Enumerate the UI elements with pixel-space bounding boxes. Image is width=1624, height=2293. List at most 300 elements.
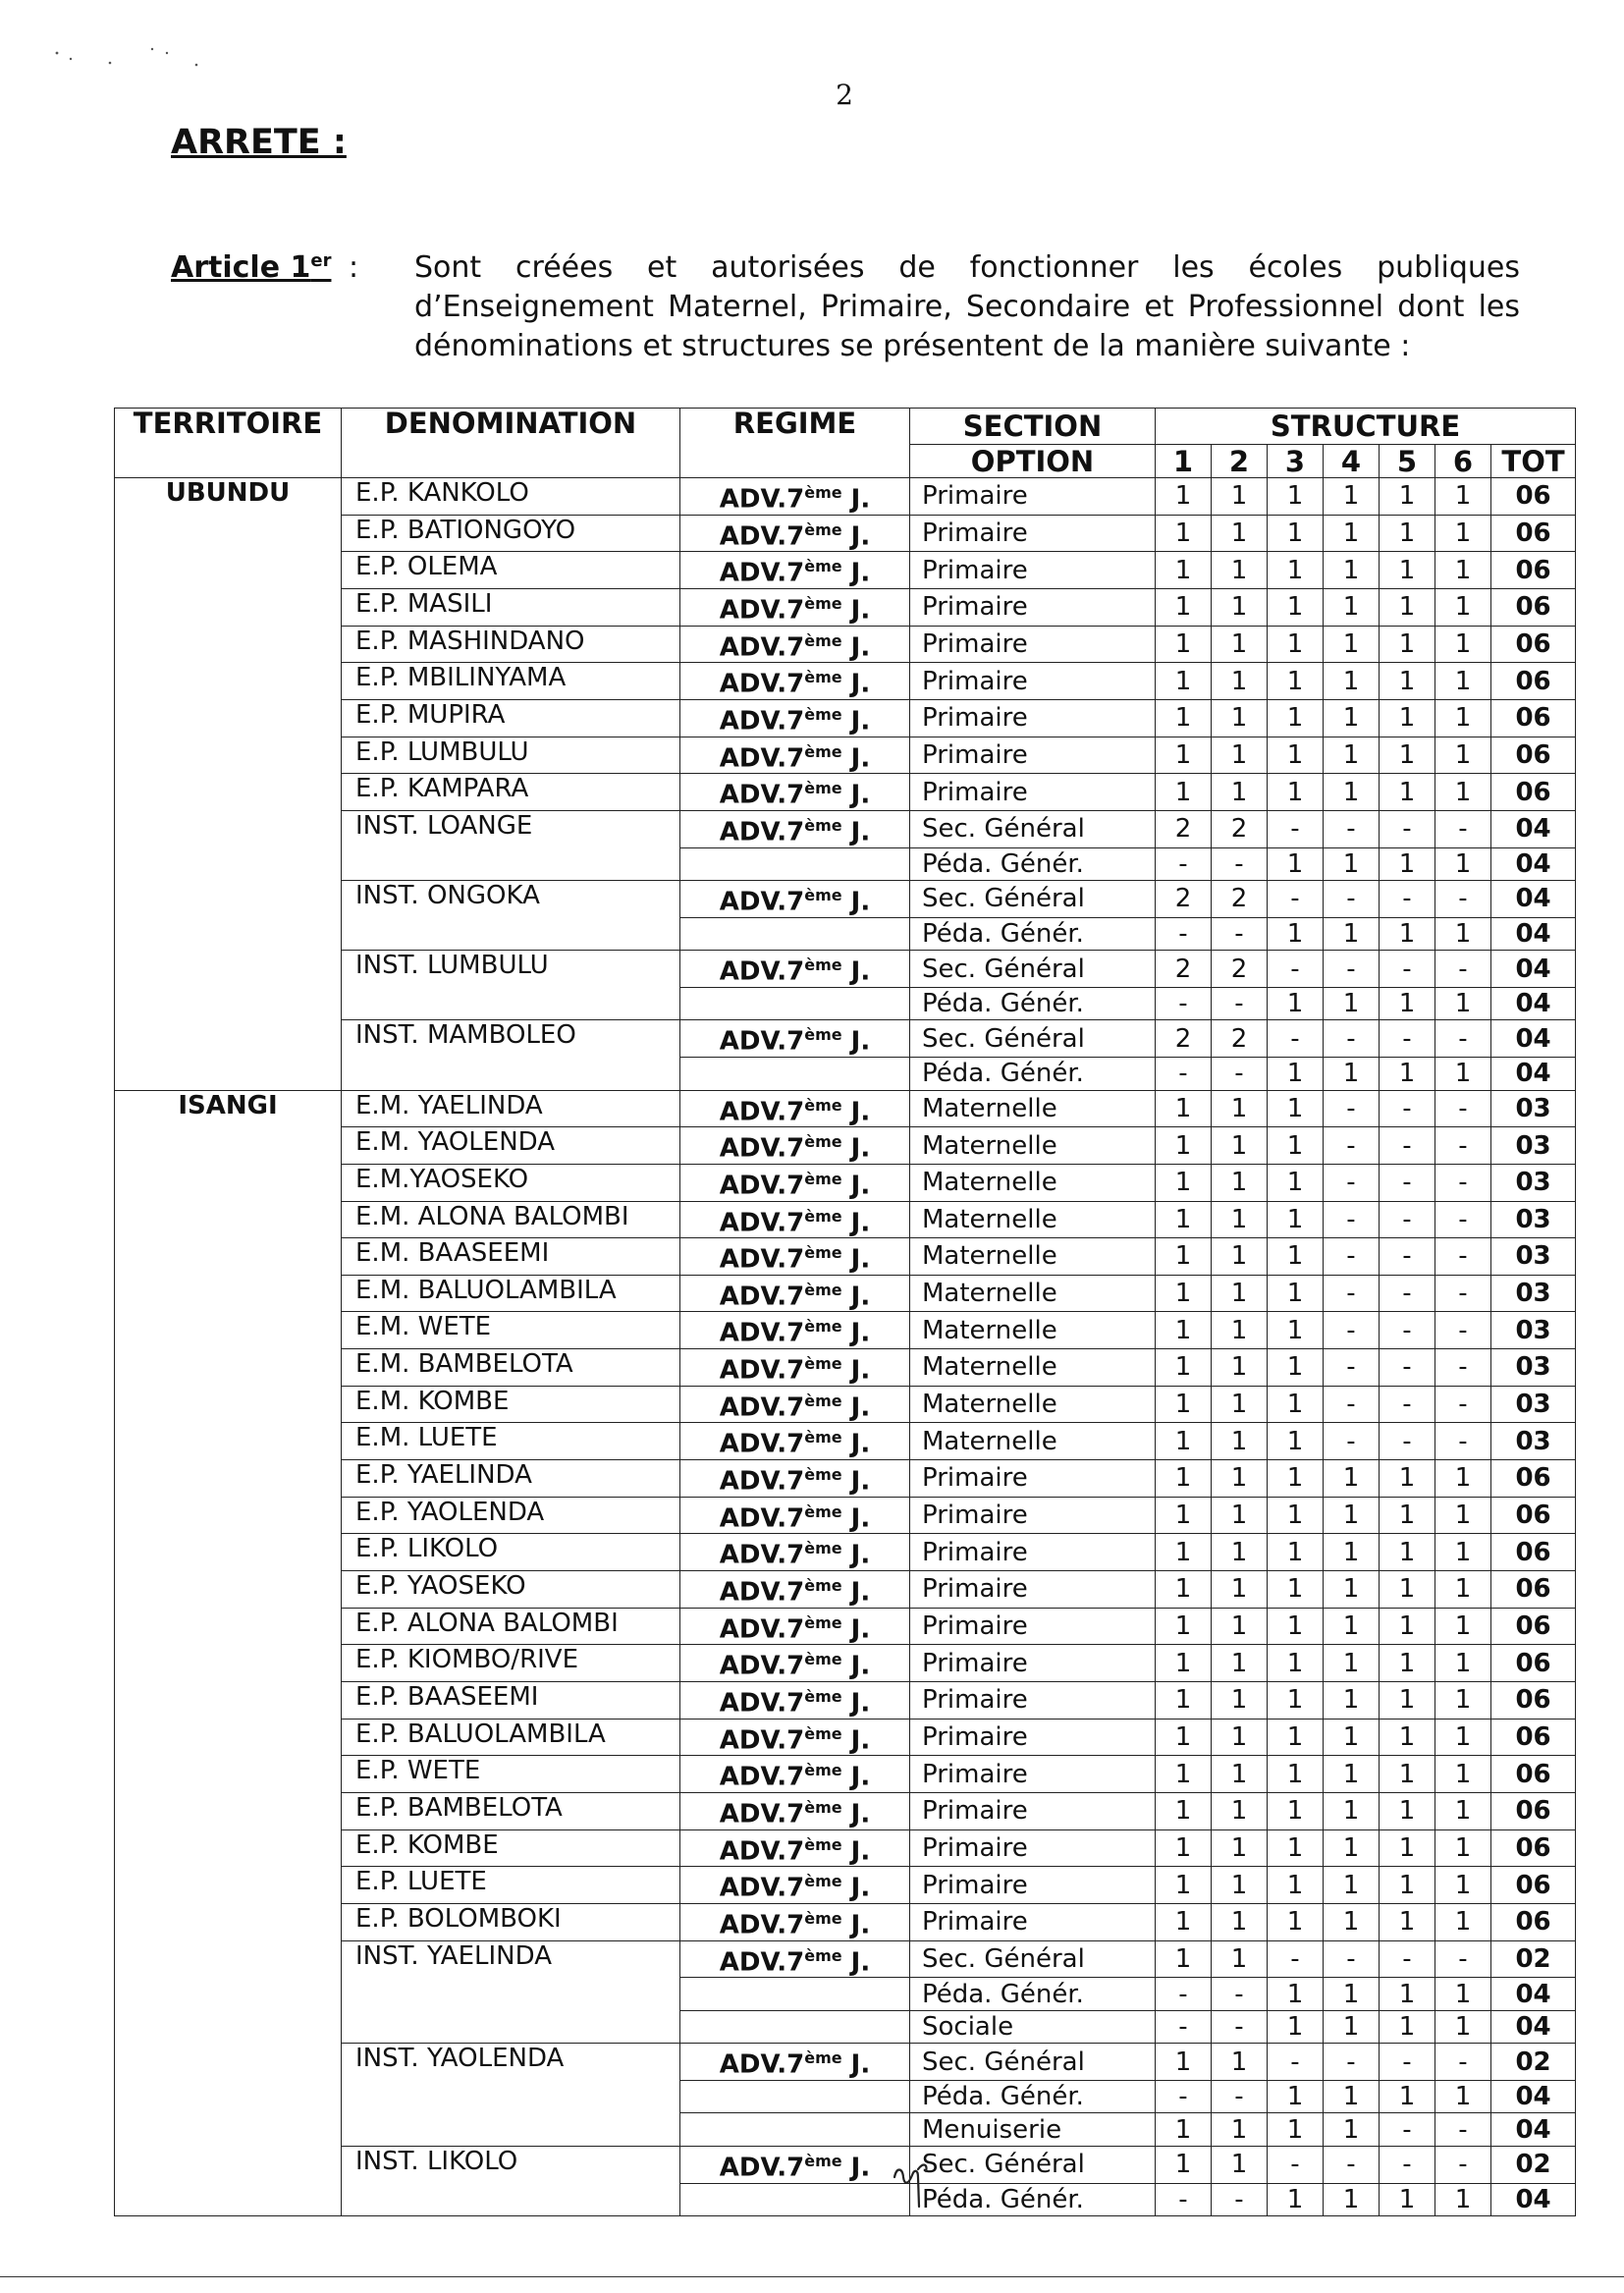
regime-cell: [680, 881, 910, 918]
structure-cell-2: 2: [1212, 1020, 1268, 1058]
regime-suffix: J.: [841, 780, 871, 810]
section-option-cell: Péda. Génér.: [910, 847, 1156, 881]
section-option-cell: Primaire: [910, 1460, 1156, 1498]
denomination-cell: E.P. LUMBULU: [342, 737, 680, 774]
regime-sup: ème: [804, 557, 842, 576]
structure-total-cell: 04: [1491, 1020, 1576, 1058]
regime-suffix: J.: [841, 1208, 871, 1238]
structure-cell-2: 1: [1212, 699, 1268, 737]
structure-cell-2: 2: [1212, 951, 1268, 988]
regime-suffix: J.: [841, 558, 871, 588]
regime-suffix: J.: [841, 1503, 871, 1534]
structure-cell-1: 1: [1156, 1386, 1212, 1423]
structure-cell-1: 1: [1156, 1903, 1212, 1940]
regime-cell: [680, 2080, 910, 2113]
regime-sup: ème: [804, 1391, 842, 1410]
structure-cell-5: -: [1380, 1201, 1435, 1238]
structure-cell-1: 1: [1156, 1127, 1212, 1165]
structure-cell-2: 1: [1212, 626, 1268, 663]
structure-total-cell: 04: [1491, 881, 1576, 918]
structure-cell-3: 1: [1268, 1903, 1324, 1940]
regime-suffix: J.: [841, 887, 871, 917]
structure-cell-1: 1: [1156, 699, 1212, 737]
structure-cell-4: 1: [1324, 917, 1380, 951]
regime-text: ADV.7: [719, 1614, 805, 1645]
regime-sup: ème: [804, 593, 842, 613]
structure-cell-6: 1: [1435, 552, 1491, 589]
structure-cell-2: 1: [1212, 1497, 1268, 1534]
regime-cell: [680, 1756, 910, 1793]
structure-cell-5: 1: [1380, 1829, 1435, 1867]
structure-cell-6: -: [1435, 1238, 1491, 1276]
structure-cell-4: 1: [1324, 1903, 1380, 1940]
regime-cell: [680, 987, 910, 1020]
structure-cell-6: 1: [1435, 515, 1491, 552]
structure-cell-2: 1: [1212, 1645, 1268, 1682]
structure-cell-4: -: [1324, 1238, 1380, 1276]
structure-cell-3: 1: [1268, 1682, 1324, 1720]
structure-total-cell: 04: [1491, 847, 1576, 881]
header-col-3: 3: [1268, 445, 1324, 478]
structure-cell-6: 1: [1435, 1978, 1491, 2011]
structure-total-cell: 06: [1491, 478, 1576, 516]
structure-cell-4: 1: [1324, 1756, 1380, 1793]
header-regime: REGIME: [680, 409, 910, 478]
structure-cell-1: 2: [1156, 951, 1212, 988]
regime-sup: ème: [804, 1095, 842, 1115]
structure-cell-6: 1: [1435, 1682, 1491, 1720]
regime-cell: [680, 699, 910, 737]
structure-total-cell: 04: [1491, 1058, 1576, 1091]
structure-cell-4: -: [1324, 1386, 1380, 1423]
denomination-cell: INST. YAOLENDA: [342, 2044, 680, 2147]
article-text: Sont créées et autorisées de fonctionner les écoles publiques d’Enseignement Maternel, Primaire, Secondaire et Professionnel dont les dénominations et structures se présentent de la manière suivante :: [414, 250, 1520, 363]
header-section: SECTION: [910, 409, 1156, 445]
structure-cell-5: -: [1380, 1127, 1435, 1165]
regime-cell: [680, 810, 910, 847]
structure-cell-4: -: [1324, 1090, 1380, 1127]
structure-cell-6: -: [1435, 951, 1491, 988]
section-option-cell: Maternelle: [910, 1238, 1156, 1276]
regime-sup: ème: [804, 1132, 842, 1152]
structure-cell-3: 1: [1268, 1349, 1324, 1387]
section-option-cell: Sec. Général: [910, 810, 1156, 847]
section-option-cell: Péda. Génér.: [910, 1978, 1156, 2011]
regime-text: ADV.7: [719, 1688, 805, 1719]
denomination-cell: INST. YAELINDA: [342, 1940, 680, 2044]
structure-cell-1: 2: [1156, 881, 1212, 918]
denomination-cell: INST. LOANGE: [342, 810, 680, 880]
structure-cell-3: -: [1268, 1020, 1324, 1058]
regime-sup: ème: [804, 1243, 842, 1263]
structure-cell-2: 1: [1212, 737, 1268, 774]
structure-cell-2: 1: [1212, 1238, 1268, 1276]
structure-total-cell: 06: [1491, 737, 1576, 774]
regime-suffix: J.: [841, 521, 871, 552]
section-option-cell: Primaire: [910, 1682, 1156, 1720]
structure-cell-4: 1: [1324, 2113, 1380, 2147]
regime-cell: [680, 1312, 910, 1349]
denomination-cell: E.P. BAMBELOTA: [342, 1793, 680, 1830]
structure-cell-4: -: [1324, 951, 1380, 988]
regime-suffix: J.: [841, 817, 871, 847]
structure-cell-3: -: [1268, 2146, 1324, 2183]
header-territoire: TERRITOIRE: [115, 409, 342, 478]
regime-text: ADV.7: [719, 1208, 805, 1238]
structure-cell-3: 1: [1268, 1275, 1324, 1312]
section-option-cell: Primaire: [910, 552, 1156, 589]
regime-text: ADV.7: [719, 1355, 805, 1386]
structure-cell-4: 1: [1324, 1793, 1380, 1830]
table-row: [115, 478, 1576, 516]
structure-cell-1: 1: [1156, 663, 1212, 700]
regime-text: ADV.7: [719, 484, 805, 515]
section-option-cell: Péda. Génér.: [910, 917, 1156, 951]
section-option-cell: Péda. Génér.: [910, 2080, 1156, 2113]
structure-cell-1: 1: [1156, 1497, 1212, 1534]
denomination-cell: E.P. BATIONGOYO: [342, 515, 680, 552]
regime-cell: [680, 478, 910, 516]
structure-cell-2: -: [1212, 1978, 1268, 2011]
structure-total-cell: 04: [1491, 917, 1576, 951]
structure-cell-1: 1: [1156, 1867, 1212, 1904]
section-option-cell: Menuiserie: [910, 2113, 1156, 2147]
header-col-2: 2: [1212, 445, 1268, 478]
regime-sup: ème: [804, 519, 842, 539]
structure-cell-6: 1: [1435, 1867, 1491, 1904]
regime-sup: ème: [804, 2151, 842, 2170]
structure-cell-5: 1: [1380, 737, 1435, 774]
structure-cell-3: 1: [1268, 2010, 1324, 2044]
regime-text: ADV.7: [719, 706, 805, 737]
regime-text: ADV.7: [719, 1541, 805, 1571]
section-option-cell: Primaire: [910, 1608, 1156, 1645]
section-option-cell: Péda. Génér.: [910, 1058, 1156, 1091]
regime-suffix: J.: [841, 632, 871, 663]
structure-total-cell: 06: [1491, 588, 1576, 626]
structure-cell-5: 1: [1380, 1719, 1435, 1756]
regime-suffix: J.: [841, 1763, 871, 1792]
structure-cell-2: 1: [1212, 1349, 1268, 1387]
structure-cell-6: -: [1435, 1020, 1491, 1058]
structure-cell-4: 1: [1324, 1497, 1380, 1534]
regime-sup: ème: [804, 1354, 842, 1374]
denomination-cell: E.P. KANKOLO: [342, 478, 680, 516]
section-option-cell: Péda. Génér.: [910, 2183, 1156, 2216]
regime-cell: [680, 552, 910, 589]
structure-cell-6: 1: [1435, 917, 1491, 951]
regime-suffix: J.: [841, 669, 871, 699]
structure-cell-4: 1: [1324, 699, 1380, 737]
section-option-cell: Sec. Général: [910, 1020, 1156, 1058]
regime-text: ADV.7: [719, 2049, 805, 2080]
regime-sup: ème: [804, 1025, 842, 1045]
structure-cell-2: 1: [1212, 478, 1268, 516]
structure-cell-2: -: [1212, 987, 1268, 1020]
section-option-cell: Primaire: [910, 774, 1156, 811]
regime-sup: ème: [804, 1501, 842, 1521]
regime-cell: [680, 1058, 910, 1091]
regime-text: ADV.7: [719, 1763, 805, 1792]
regime-cell: [680, 1238, 910, 1276]
regime-suffix: J.: [841, 1688, 871, 1719]
regime-text: ADV.7: [719, 1392, 805, 1423]
structure-total-cell: 06: [1491, 552, 1576, 589]
structure-cell-2: 1: [1212, 1682, 1268, 1720]
structure-cell-4: 1: [1324, 1460, 1380, 1498]
structure-cell-4: -: [1324, 1020, 1380, 1058]
regime-cell: [680, 1645, 910, 1682]
regime-cell: [680, 2010, 910, 2044]
structure-cell-1: 1: [1156, 1682, 1212, 1720]
structure-cell-1: -: [1156, 917, 1212, 951]
regime-cell: [680, 1682, 910, 1720]
regime-text: ADV.7: [719, 1430, 805, 1460]
structure-cell-3: 1: [1268, 917, 1324, 951]
structure-cell-3: 1: [1268, 847, 1324, 881]
regime-suffix: J.: [841, 1910, 871, 1940]
section-option-cell: Maternelle: [910, 1127, 1156, 1165]
structure-cell-5: -: [1380, 1164, 1435, 1201]
regime-sup: ème: [804, 815, 842, 835]
territoire-cell: ISANGI: [115, 1090, 342, 2216]
structure-cell-4: 1: [1324, 2010, 1380, 2044]
structure-cell-6: -: [1435, 1312, 1491, 1349]
regime-sup: ème: [804, 1539, 842, 1558]
structure-cell-6: 1: [1435, 987, 1491, 1020]
section-option-cell: Maternelle: [910, 1164, 1156, 1201]
structure-cell-6: 1: [1435, 2183, 1491, 2216]
structure-cell-5: 1: [1380, 1867, 1435, 1904]
structure-cell-4: 1: [1324, 552, 1380, 589]
structure-cell-5: -: [1380, 810, 1435, 847]
structure-cell-4: 1: [1324, 987, 1380, 1020]
regime-sup: ème: [804, 955, 842, 975]
section-option-cell: Primaire: [910, 1571, 1156, 1609]
structure-cell-5: 1: [1380, 478, 1435, 516]
regime-sup: ème: [804, 1723, 842, 1743]
structure-cell-6: 1: [1435, 847, 1491, 881]
structure-cell-1: -: [1156, 2183, 1212, 2216]
structure-cell-3: 1: [1268, 515, 1324, 552]
regime-sup: ème: [804, 1465, 842, 1485]
structure-cell-3: -: [1268, 810, 1324, 847]
structure-cell-5: -: [1380, 1423, 1435, 1460]
regime-cell: [680, 1978, 910, 2011]
header-option: OPTION: [910, 445, 1156, 478]
structure-cell-5: 1: [1380, 1793, 1435, 1830]
structure-cell-2: 1: [1212, 1127, 1268, 1165]
structure-cell-6: -: [1435, 810, 1491, 847]
structure-cell-5: 1: [1380, 1903, 1435, 1940]
structure-cell-2: 1: [1212, 1867, 1268, 1904]
regime-cell: [680, 1423, 910, 1460]
regime-cell: [680, 2044, 910, 2081]
section-option-cell: Maternelle: [910, 1349, 1156, 1387]
structure-cell-5: 1: [1380, 1682, 1435, 1720]
structure-cell-6: -: [1435, 881, 1491, 918]
structure-cell-6: 1: [1435, 2080, 1491, 2113]
regime-suffix: J.: [841, 956, 871, 987]
structure-total-cell: 04: [1491, 2010, 1576, 2044]
structure-total-cell: 06: [1491, 1682, 1576, 1720]
structure-cell-3: 1: [1268, 2183, 1324, 2216]
header-structure: STRUCTURE: [1156, 409, 1576, 445]
structure-cell-2: 1: [1212, 1756, 1268, 1793]
regime-cell: [680, 1571, 910, 1609]
section-option-cell: Maternelle: [910, 1386, 1156, 1423]
structure-cell-6: 1: [1435, 1608, 1491, 1645]
regime-sup: ème: [804, 1280, 842, 1299]
regime-text: ADV.7: [719, 1466, 805, 1497]
structure-total-cell: 03: [1491, 1164, 1576, 1201]
structure-total-cell: 06: [1491, 515, 1576, 552]
regime-text: ADV.7: [719, 1282, 805, 1312]
structure-cell-1: 1: [1156, 588, 1212, 626]
header-col-tot: TOT: [1491, 445, 1576, 478]
structure-cell-1: 1: [1156, 1940, 1212, 1978]
regime-cell: [680, 1903, 910, 1940]
structure-cell-3: 1: [1268, 1534, 1324, 1571]
structure-cell-6: -: [1435, 2113, 1491, 2147]
structure-cell-6: 1: [1435, 1534, 1491, 1571]
structure-cell-2: 1: [1212, 1940, 1268, 1978]
regime-sup: ème: [804, 1650, 842, 1669]
denomination-cell: E.P. YAOSEKO: [342, 1571, 680, 1609]
structure-cell-4: 1: [1324, 1682, 1380, 1720]
regime-suffix: J.: [841, 1836, 871, 1867]
structure-cell-6: -: [1435, 1386, 1491, 1423]
structure-cell-6: -: [1435, 1423, 1491, 1460]
structure-cell-4: 1: [1324, 1719, 1380, 1756]
structure-total-cell: 04: [1491, 2113, 1576, 2147]
structure-total-cell: 06: [1491, 1719, 1576, 1756]
section-option-cell: Primaire: [910, 1793, 1156, 1830]
structure-cell-1: 2: [1156, 1020, 1212, 1058]
structure-cell-5: 1: [1380, 1978, 1435, 2011]
denomination-cell: E.M. BALUOLAMBILA: [342, 1275, 680, 1312]
structure-cell-4: -: [1324, 1127, 1380, 1165]
regime-sup: ème: [804, 1317, 842, 1337]
regime-text: ADV.7: [719, 956, 805, 987]
structure-cell-6: -: [1435, 2044, 1491, 2081]
structure-cell-3: 1: [1268, 1238, 1324, 1276]
denomination-cell: INST. MAMBOLEO: [342, 1020, 680, 1090]
structure-cell-3: 1: [1268, 699, 1324, 737]
regime-text: ADV.7: [719, 1319, 805, 1349]
structure-cell-3: 1: [1268, 987, 1324, 1020]
structure-total-cell: 06: [1491, 1756, 1576, 1793]
structure-total-cell: 04: [1491, 2183, 1576, 2216]
structure-cell-1: 1: [1156, 774, 1212, 811]
regime-text: ADV.7: [719, 1725, 805, 1756]
structure-cell-5: 1: [1380, 1497, 1435, 1534]
structure-cell-5: -: [1380, 1312, 1435, 1349]
regime-suffix: J.: [841, 1466, 871, 1497]
structure-cell-3: 1: [1268, 1058, 1324, 1091]
structure-cell-4: 1: [1324, 1571, 1380, 1609]
regime-sup: ème: [804, 704, 842, 724]
structure-cell-2: -: [1212, 2183, 1268, 2216]
structure-cell-5: 1: [1380, 699, 1435, 737]
structure-cell-5: 1: [1380, 515, 1435, 552]
structure-cell-6: -: [1435, 1127, 1491, 1165]
structure-cell-3: 1: [1268, 1719, 1324, 1756]
structure-cell-5: 1: [1380, 917, 1435, 951]
structure-cell-2: 1: [1212, 2044, 1268, 2081]
structure-total-cell: 03: [1491, 1275, 1576, 1312]
regime-sup: ème: [804, 1206, 842, 1226]
structure-cell-1: 1: [1156, 1201, 1212, 1238]
structure-cell-6: 1: [1435, 774, 1491, 811]
structure-total-cell: 03: [1491, 1423, 1576, 1460]
section-option-cell: Sociale: [910, 2010, 1156, 2044]
regime-text: ADV.7: [719, 595, 805, 626]
structure-cell-1: 1: [1156, 1829, 1212, 1867]
regime-cell: [680, 1275, 910, 1312]
denomination-cell: E.P. KIOMBO/RIVE: [342, 1645, 680, 1682]
regime-text: ADV.7: [719, 632, 805, 663]
structure-cell-4: 1: [1324, 1058, 1380, 1091]
structure-total-cell: 06: [1491, 1903, 1576, 1940]
section-option-cell: Primaire: [910, 515, 1156, 552]
structure-cell-2: 2: [1212, 881, 1268, 918]
structure-cell-4: -: [1324, 2146, 1380, 2183]
denomination-cell: E.P. OLEMA: [342, 552, 680, 589]
denomination-cell: E.P. LIKOLO: [342, 1534, 680, 1571]
structure-cell-3: 1: [1268, 1645, 1324, 1682]
structure-cell-1: 1: [1156, 1756, 1212, 1793]
regime-suffix: J.: [841, 1027, 871, 1058]
structure-cell-6: 1: [1435, 626, 1491, 663]
regime-suffix: J.: [841, 1171, 871, 1201]
structure-cell-6: 1: [1435, 2010, 1491, 2044]
regime-sup: ème: [804, 1612, 842, 1632]
structure-cell-6: 1: [1435, 663, 1491, 700]
regime-sup: ème: [804, 1428, 842, 1447]
structure-cell-2: -: [1212, 2080, 1268, 2113]
structure-cell-6: 1: [1435, 1571, 1491, 1609]
structure-cell-5: 1: [1380, 626, 1435, 663]
section-option-cell: Primaire: [910, 1756, 1156, 1793]
structure-total-cell: 02: [1491, 2146, 1576, 2183]
structure-cell-3: 1: [1268, 1312, 1324, 1349]
structure-cell-3: 1: [1268, 2113, 1324, 2147]
regime-sup: ème: [804, 1687, 842, 1707]
structure-cell-1: 1: [1156, 626, 1212, 663]
denomination-cell: E.M. BAASEEMI: [342, 1238, 680, 1276]
structure-cell-1: 1: [1156, 1090, 1212, 1127]
structure-cell-5: -: [1380, 881, 1435, 918]
structure-cell-5: 1: [1380, 987, 1435, 1020]
structure-cell-3: 1: [1268, 663, 1324, 700]
structure-cell-1: 1: [1156, 1608, 1212, 1645]
regime-sup: ème: [804, 1576, 842, 1596]
structure-total-cell: 02: [1491, 1940, 1576, 1978]
structure-cell-5: -: [1380, 2146, 1435, 2183]
section-option-cell: Primaire: [910, 1497, 1156, 1534]
regime-sup: ème: [804, 1798, 842, 1817]
structure-total-cell: 06: [1491, 1829, 1576, 1867]
structure-cell-2: 1: [1212, 588, 1268, 626]
structure-cell-3: 1: [1268, 1978, 1324, 2011]
regime-suffix: J.: [841, 1430, 871, 1460]
structure-total-cell: 06: [1491, 1460, 1576, 1498]
table-body: [115, 478, 1576, 2216]
structure-cell-5: -: [1380, 1020, 1435, 1058]
structure-cell-3: -: [1268, 2044, 1324, 2081]
structure-cell-4: 1: [1324, 1645, 1380, 1682]
